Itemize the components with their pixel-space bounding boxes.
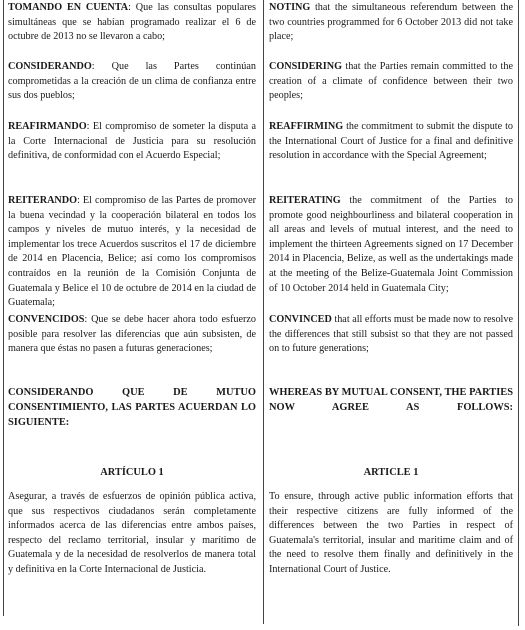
- heading-text: WHEREAS BY MUTUAL CONSENT, THE PARTIES NOW AGREE AS FOLLOWS:: [269, 387, 513, 413]
- spanish-article-text: [8, 490, 256, 578]
- heading-text: CONSIDERANDO QUE DE MUTUO CONSENTIMIENTO, LAS PARTES ACUERDAN LO SIGUIENTE:: [8, 387, 256, 428]
- english-article-text: [269, 490, 513, 578]
- keyword: CONVINCED: [269, 314, 332, 325]
- paragraph-text: the commitment to submit the dispute to the International Court of Justice for a final and definitive resolution in accordance with the Special Agreement;: [269, 121, 513, 162]
- spanish-paragraph-reiterando: [8, 194, 256, 311]
- keyword: REAFIRMANDO: [8, 121, 87, 132]
- keyword: TOMANDO EN CUENTA: [8, 2, 129, 13]
- english-paragraph-considering: [269, 60, 513, 104]
- article-body: Asegurar, a través de esfuerzos de opinión pública activa, que sus respectivos ciudadanos serán completamente informados acerca de las diferencias entre ambos países, respecto del reclamo territorial, insular y marítimo de Guatemala y de la necesidad de resolverlos de manera total y definitiva en la Corte Internacional de Justicia.: [8, 491, 256, 575]
- article-body: To ensure, through active public information efforts that their respective citizens are fully informed of the differences between the two Parties in respect of Guatemala's territorial, insular and maritime claim and of the need to resolve them finally and definitively in the International Court of Justice.: [269, 491, 513, 575]
- left-border: [3, 0, 4, 616]
- keyword: REITERATING: [269, 195, 341, 206]
- spanish-paragraph-convencidos: [8, 313, 256, 357]
- right-border: [518, 0, 519, 626]
- paragraph-text: that all efforts must be made now to resolve the differences that still subsist so that they are not passed on to future generations;: [269, 314, 513, 355]
- spanish-paragraph-reafirmando: [8, 120, 256, 164]
- article-title-text: ARTÍCULO 1: [100, 467, 164, 478]
- keyword: REAFFIRMING: [269, 121, 344, 132]
- paragraph-text: that the simultaneous referendum between the two countries programmed for 6 October 2013 did not take place;: [269, 2, 513, 43]
- english-agreement-heading: [269, 386, 513, 416]
- spanish-paragraph-tomando: [8, 1, 256, 45]
- spanish-agreement-heading: [8, 386, 256, 430]
- keyword: CONSIDERANDO: [8, 61, 92, 72]
- keyword: CONSIDERING: [269, 61, 343, 72]
- paragraph-text: : El compromiso de las Partes de promover la buena vecindad y la cooperación bilateral en todos los campos y niveles de mutuo interés, y la necesidad de implementar los trece Acuerdos suscritos el 17 de diciembre de 2014 en Placencia, Belice; así como los compromisos contraídos en la reunión de la Comisión Conjunta de Guatemala y Belice el 10 de octubre de 2014 en la ciudad de Guatemala;: [8, 195, 256, 309]
- paragraph-text: : Que las Partes continúan comprometidas a la creación de un clima de confianza entre sus dos pueblos;: [8, 61, 256, 102]
- paragraph-text: : Que se debe hacer ahora todo esfuerzo posible para resolver las diferencias que aún subsisten, de manera que éstas no pasen a futuras generaciones;: [8, 314, 256, 355]
- english-paragraph-reiterating: [269, 194, 513, 296]
- english-article-title: [269, 466, 513, 481]
- paragraph-text: the commitment of the Parties to promote good neighbourliness and bilateral cooperation in all areas and levels of mutual interest, and the need to implement the thirteen Agreements signed on 17 December 2014 in Placencia, Belize, as well as the undertakings made at the meeting of the Belize-Guatemala Joint Commission of 10 October 2014 held in Guatemala City;: [269, 195, 513, 294]
- paragraph-text: that the Parties remain committed to the creation of a climate of confidence between their two peoples;: [269, 61, 513, 102]
- english-paragraph-noting: [269, 1, 513, 45]
- center-divider: [263, 0, 264, 624]
- keyword: NOTING: [269, 2, 311, 13]
- spanish-article-title: [8, 466, 256, 481]
- english-paragraph-convinced: [269, 313, 513, 357]
- keyword: REITERANDO: [8, 195, 78, 206]
- article-title-text: ARTICLE 1: [363, 467, 419, 478]
- paragraph-text: : El compromiso de someter la disputa a la Corte Internacional de Justicia para su resolución definitiva, de conformidad con el Acuerdo Especial;: [8, 121, 256, 162]
- spanish-paragraph-considerando: [8, 60, 256, 104]
- paragraph-text: : Que las consultas populares simultáneas que se habían programado realizar el 6 de octubre de 2013 no se llevaron a cabo;: [8, 2, 257, 43]
- keyword: CONVENCIDOS: [8, 314, 85, 325]
- english-paragraph-reaffirming: [269, 120, 513, 164]
